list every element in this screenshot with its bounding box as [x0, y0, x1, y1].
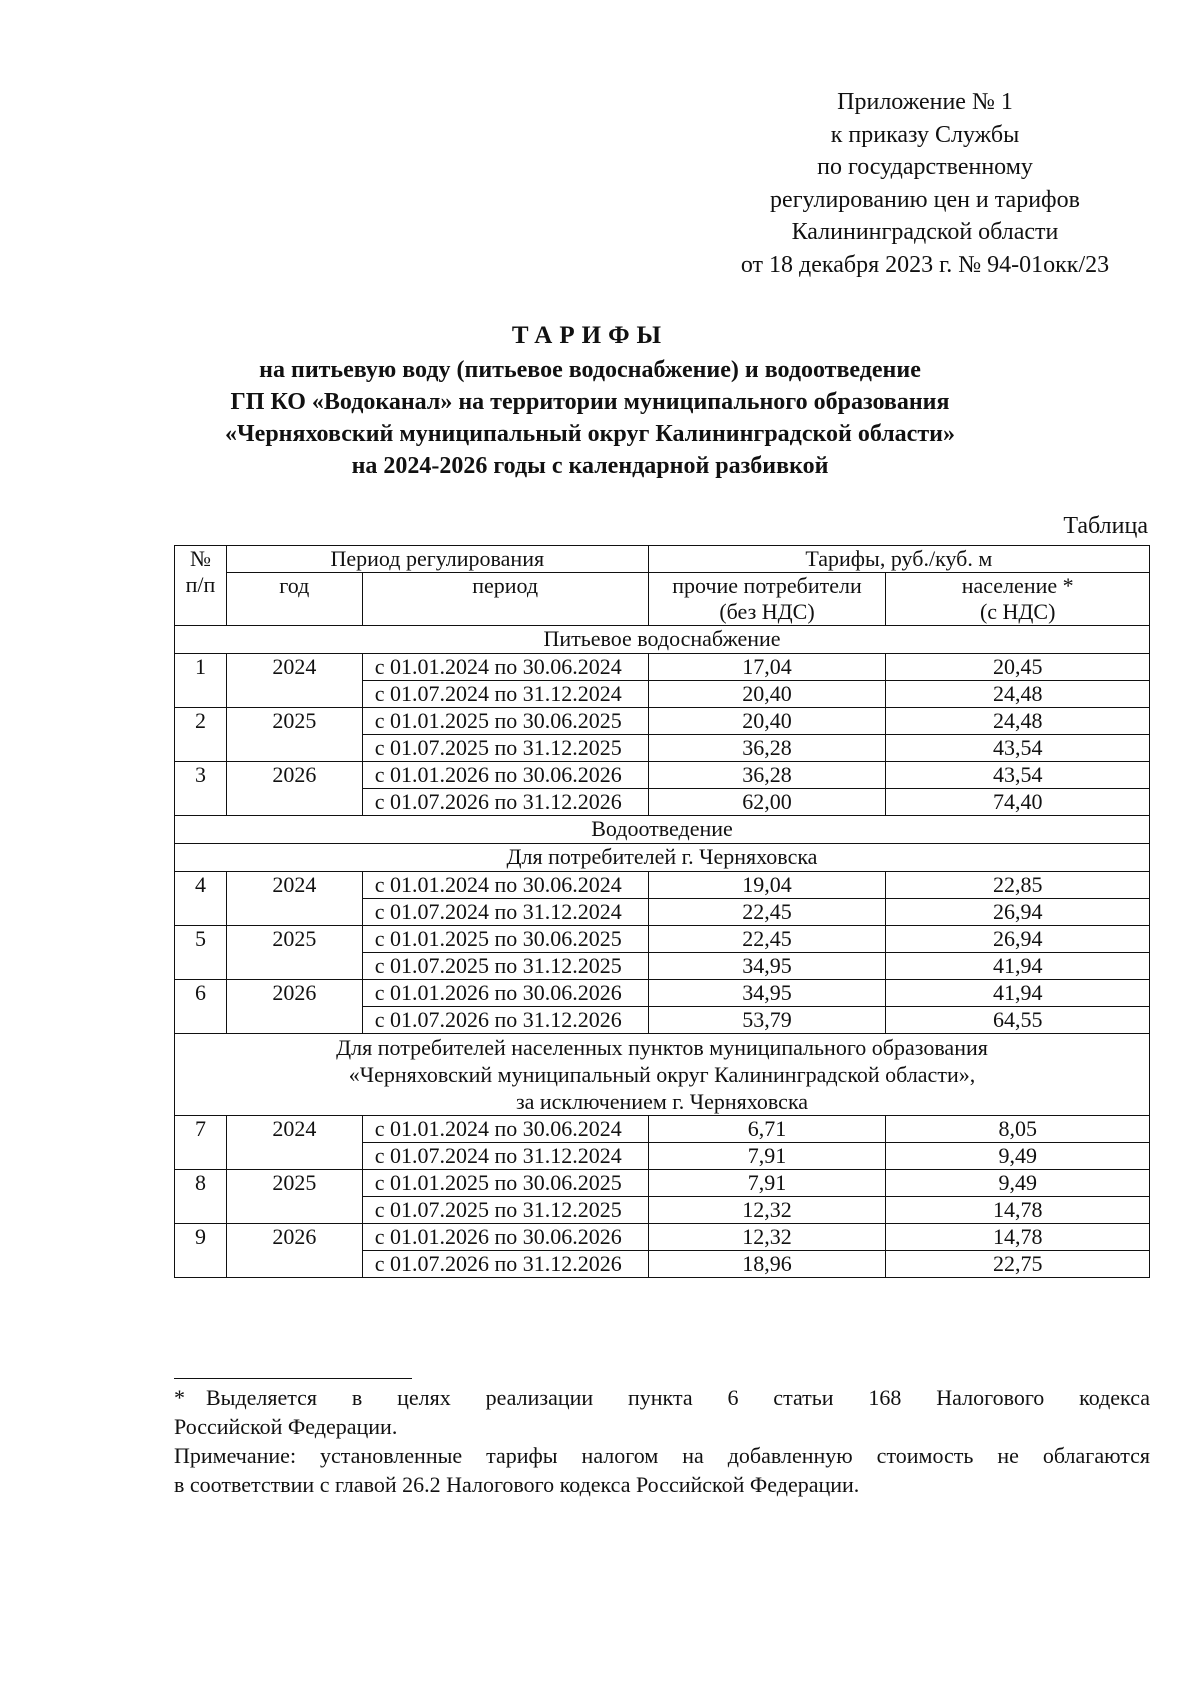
footnote-divider	[174, 1378, 412, 1379]
appendix-line: от 18 декабря 2023 г. № 94-01окк/23	[740, 251, 1110, 278]
section-row	[175, 626, 1150, 654]
table-row	[175, 762, 1150, 789]
title-line: на питьевую воду (питьевое водоснабжение) и водоотведение	[259, 357, 921, 383]
table-row	[175, 926, 1150, 953]
row-year: 2026	[226, 1224, 362, 1278]
row-period: с 01.01.2026 по 30.06.2026	[362, 762, 648, 789]
row-year: 2025	[226, 1170, 362, 1224]
row-tariff-population: 8,05	[886, 1116, 1150, 1143]
appendix-line: Приложение № 1	[837, 89, 1013, 115]
row-tariff-population: 43,54	[886, 735, 1150, 762]
row-tariff-other: 22,45	[648, 926, 886, 953]
row-tariff-population: 9,49	[886, 1143, 1150, 1170]
row-tariff-other: 6,71	[648, 1116, 886, 1143]
row-tariff-other: 18,96	[648, 1251, 886, 1278]
row-period: с 01.01.2024 по 30.06.2024	[362, 1116, 648, 1143]
row-number: 6	[175, 980, 227, 1034]
row-period: с 01.01.2025 по 30.06.2025	[362, 926, 648, 953]
row-tariff-other: 22,45	[648, 899, 886, 926]
row-period: с 01.07.2026 по 31.12.2026	[362, 789, 648, 816]
row-period: с 01.07.2025 по 31.12.2025	[362, 1197, 648, 1224]
row-tariff-population: 64,55	[886, 1007, 1150, 1034]
row-number: 2	[175, 708, 227, 762]
row-tariff-other: 34,95	[648, 953, 886, 980]
table-row	[175, 1170, 1150, 1197]
row-tariff-population: 41,94	[886, 953, 1150, 980]
row-tariff-population: 24,48	[886, 708, 1150, 735]
row-tariff-other: 19,04	[648, 872, 886, 899]
row-year: 2024	[226, 1116, 362, 1170]
appendix-line: регулированию цен и тарифов	[770, 186, 1080, 213]
row-tariff-population: 14,78	[886, 1197, 1150, 1224]
row-period: с 01.01.2026 по 30.06.2026	[362, 980, 648, 1007]
section-row	[175, 816, 1150, 844]
row-tariff-other: 12,32	[648, 1197, 886, 1224]
row-tariff-other: 7,91	[648, 1143, 886, 1170]
table-row	[175, 980, 1150, 1007]
row-period: с 01.07.2026 по 31.12.2026	[362, 1007, 648, 1034]
row-period: с 01.07.2025 по 31.12.2025	[362, 735, 648, 762]
row-tariff-population: 74,40	[886, 789, 1150, 816]
table-header-row	[175, 546, 1150, 573]
title-line: «Черняховский муниципальный округ Калининградской области»	[225, 421, 955, 447]
row-tariff-population: 22,85	[886, 872, 1150, 899]
row-number: 9	[175, 1224, 227, 1278]
note-line: Примечание: установленные тарифы налогом на добавленную стоимость не облагаются	[174, 1443, 1150, 1468]
document-title	[160, 320, 1020, 482]
row-tariff-population: 41,94	[886, 980, 1150, 1007]
row-year: 2026	[226, 762, 362, 816]
row-tariff-other: 17,04	[648, 654, 886, 681]
col-header-year: год	[226, 573, 362, 626]
subsection-settlements: Для потребителей населенных пунктов муниципального образования «Черняховский муниципальный округ Калининградской области», за исключением г. Черняховска	[175, 1034, 1150, 1116]
row-period: с 01.01.2024 по 30.06.2024	[362, 872, 648, 899]
row-number: 3	[175, 762, 227, 816]
col-header-other-consumers: прочие потребители (без НДС)	[648, 573, 886, 626]
footnote-star-line2: Российской Федерации.	[174, 1414, 398, 1439]
row-tariff-other: 36,28	[648, 762, 886, 789]
appendix-line: по государственному	[817, 154, 1033, 180]
row-tariff-population: 43,54	[886, 762, 1150, 789]
table-row	[175, 1116, 1150, 1143]
footnote-star-line: * Выделяется в целях реализации пункта 6 статьи 168 Налогового кодекса	[174, 1385, 1150, 1410]
title-line: на 2024-2026 годы с календарной разбивкой	[351, 453, 829, 479]
row-year: 2026	[226, 980, 362, 1034]
section-water: Питьевое водоснабжение	[175, 626, 1150, 654]
col-header-population: население * (с НДС)	[886, 573, 1150, 626]
appendix-line: к приказу Службы	[830, 121, 1020, 148]
row-period: с 01.07.2024 по 31.12.2024	[362, 899, 648, 926]
title-line: ГП КО «Водоканал» на территории муниципального образования	[230, 389, 950, 415]
table-row	[175, 872, 1150, 899]
col-header-number: № п/п	[175, 546, 227, 626]
row-period: с 01.01.2026 по 30.06.2026	[362, 1224, 648, 1251]
section-drainage: Водоотведение	[175, 816, 1150, 844]
row-tariff-other: 12,32	[648, 1224, 886, 1251]
row-tariff-population: 14,78	[886, 1224, 1150, 1251]
page-title: ТАРИФЫ	[511, 322, 669, 349]
row-tariff-population: 26,94	[886, 926, 1150, 953]
row-tariff-population: 26,94	[886, 899, 1150, 926]
row-period: с 01.01.2025 по 30.06.2025	[362, 708, 648, 735]
row-tariff-population: 22,75	[886, 1251, 1150, 1278]
table-row	[175, 1224, 1150, 1251]
row-tariff-other: 34,95	[648, 980, 886, 1007]
row-period: с 01.01.2025 по 30.06.2025	[362, 1170, 648, 1197]
row-period: с 01.07.2026 по 31.12.2026	[362, 1251, 648, 1278]
table-header-row	[175, 573, 1150, 626]
footnote-star: *	[174, 1385, 185, 1410]
row-year: 2025	[226, 926, 362, 980]
col-header-tariffs-group: Тарифы, руб./куб. м	[648, 546, 1149, 573]
row-tariff-other: 36,28	[648, 735, 886, 762]
row-period: с 01.07.2024 по 31.12.2024	[362, 1143, 648, 1170]
table-row	[175, 708, 1150, 735]
row-tariff-other: 62,00	[648, 789, 886, 816]
tariff-table	[174, 545, 1150, 1278]
row-year: 2024	[226, 654, 362, 708]
row-number: 5	[175, 926, 227, 980]
row-period: с 01.07.2024 по 31.12.2024	[362, 681, 648, 708]
row-period: с 01.07.2025 по 31.12.2025	[362, 953, 648, 980]
appendix-line: Калининградской области	[791, 219, 1059, 245]
row-number: 7	[175, 1116, 227, 1170]
note-line2: в соответствии с главой 26.2 Налогового кодекса Российской Федерации.	[174, 1472, 860, 1497]
section-row	[175, 844, 1150, 872]
table-label: Таблица	[1063, 513, 1148, 539]
appendix-header	[690, 86, 1160, 281]
row-period: с 01.01.2024 по 30.06.2024	[362, 654, 648, 681]
subsection-city: Для потребителей г. Черняховска	[175, 844, 1150, 872]
row-tariff-other: 53,79	[648, 1007, 886, 1034]
row-year: 2024	[226, 872, 362, 926]
row-tariff-other: 20,40	[648, 708, 886, 735]
table-row	[175, 654, 1150, 681]
row-number: 1	[175, 654, 227, 708]
row-year: 2025	[226, 708, 362, 762]
footnotes	[174, 1383, 1150, 1499]
row-tariff-population: 24,48	[886, 681, 1150, 708]
row-tariff-other: 20,40	[648, 681, 886, 708]
row-tariff-other: 7,91	[648, 1170, 886, 1197]
section-row	[175, 1034, 1150, 1116]
row-tariff-population: 9,49	[886, 1170, 1150, 1197]
col-header-period-group: Период регулирования	[226, 546, 648, 573]
row-number: 8	[175, 1170, 227, 1224]
col-header-period: период	[362, 573, 648, 626]
row-tariff-population: 20,45	[886, 654, 1150, 681]
row-number: 4	[175, 872, 227, 926]
